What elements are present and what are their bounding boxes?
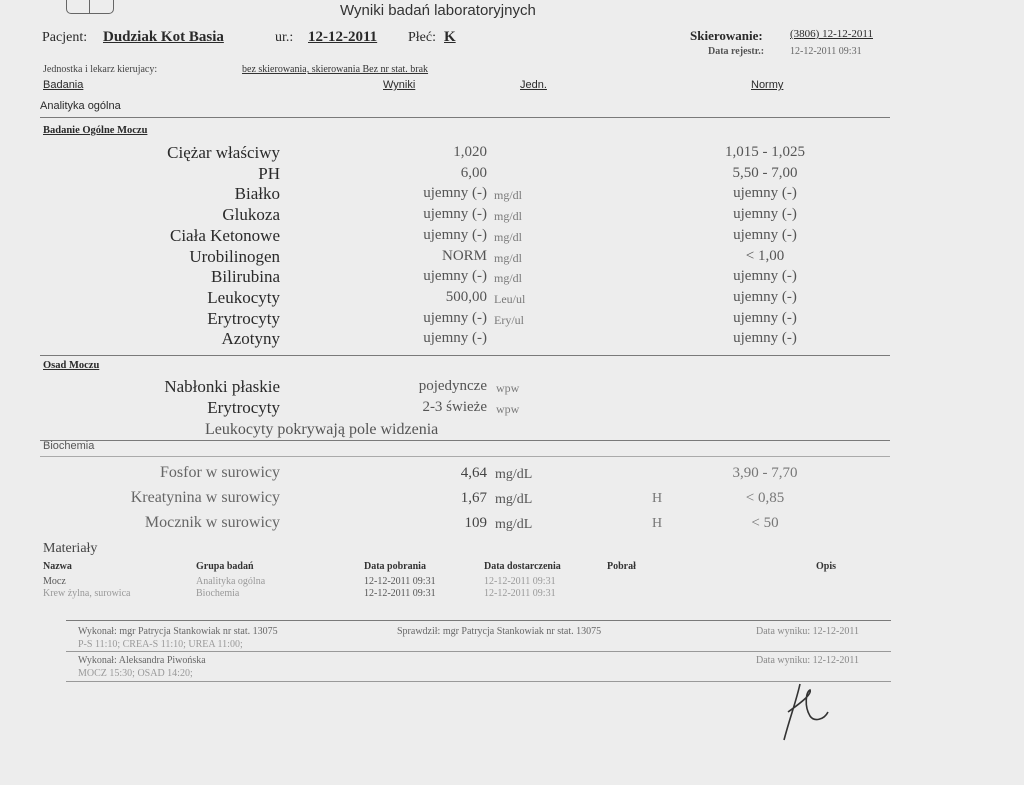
divider: [40, 117, 890, 118]
material-group: Biochemia: [196, 588, 240, 599]
divider: [40, 440, 890, 441]
test-value: ujemny (-): [423, 226, 487, 243]
page-title: Wyniki badań laboratoryjnych: [340, 2, 536, 19]
test-flag: H: [652, 516, 663, 531]
sediment-note: Leukocyty pokrywają pole widzenia: [205, 421, 439, 438]
sex-label: Płeć:: [408, 30, 436, 45]
test-unit: Leu/ul: [494, 291, 526, 306]
test-value: ujemny (-): [423, 268, 487, 285]
mat-head-pobrania: Data pobrania: [364, 561, 426, 572]
test-norm: < 1,00: [745, 247, 785, 264]
test-value: ujemny (-): [423, 309, 487, 326]
divider: [66, 681, 891, 682]
born-date: 12-12-2011: [308, 29, 378, 45]
divider: [40, 456, 890, 457]
reg-value: 12-12-2011 09:31: [790, 46, 862, 57]
test-value: ujemny (-): [423, 206, 487, 223]
col-jedn: Jedn.: [520, 79, 547, 91]
test-value: 2-3 świeże: [422, 399, 487, 415]
test-norm: 1,015 - 1,025: [725, 144, 805, 160]
test-norm: ujemny (-): [733, 309, 797, 326]
test-value: pojedyncze: [418, 378, 487, 394]
mat-head-opis: Opis: [816, 561, 837, 572]
reg-label: Data rejestr.:: [708, 46, 765, 57]
section-biochemia: Biochemia: [43, 440, 95, 452]
test-norm: ujemny (-): [733, 268, 797, 285]
performed-by-1: Wykonał: mgr Patrycja Stankowiak nr stat. 13075: [78, 626, 278, 637]
test-value: 1,020: [453, 144, 487, 160]
test-unit: mg/dl: [494, 229, 523, 244]
divider: [66, 651, 891, 652]
section-mocz: Badanie Ogólne Moczu: [43, 125, 148, 136]
test-name: Glukoza: [222, 205, 280, 225]
material-delivered: 12-12-2011 09:31: [484, 576, 556, 587]
test-norm: ujemny (-): [733, 185, 797, 202]
test-name: Nabłonki płaskie: [164, 377, 280, 396]
test-norm: ujemny (-): [733, 206, 797, 223]
test-name: Erytrocyty: [207, 308, 280, 328]
test-norm: 5,50 - 7,00: [732, 164, 798, 181]
test-value: 109: [464, 515, 487, 531]
mat-head-dostarczenia: Data dostarczenia: [484, 561, 561, 572]
result-date-2: Data wyniku: 12-12-2011: [756, 655, 859, 666]
material-collected: 12-12-2011 09:31: [364, 588, 436, 599]
test-unit: mg/dl: [494, 250, 523, 265]
test-name: Kreatynina w surowicy: [130, 489, 280, 506]
result-date-1: Data wyniku: 12-12-2011: [756, 626, 859, 637]
test-value: ujemny (-): [423, 330, 487, 347]
test-name: PH: [258, 163, 280, 183]
test-name: Erytrocyty: [207, 398, 280, 417]
test-name: Ciała Ketonowe: [170, 225, 280, 245]
lab-logo: [66, 0, 114, 14]
test-value: 1,67: [460, 490, 487, 506]
test-norm: < 0,85: [745, 490, 785, 506]
born-label: ur.:: [275, 30, 294, 45]
test-unit: mg/dL: [495, 492, 533, 507]
test-norm: 3,90 - 7,70: [732, 465, 798, 481]
times-2: MOCZ 15:30; OSAD 14:20;: [78, 668, 193, 679]
divider: [66, 620, 891, 621]
material-group: Analityka ogólna: [196, 576, 266, 587]
patient-label: Pacjent:: [42, 30, 88, 45]
test-unit: wpw: [496, 402, 520, 416]
col-badania: Badania: [43, 79, 84, 91]
mat-head-grupa: Grupa badań: [196, 561, 254, 572]
test-flag: H: [652, 491, 663, 506]
material-name: Krew żylna, surowica: [43, 588, 131, 599]
test-name: Białko: [234, 184, 280, 204]
test-norm: ujemny (-): [733, 288, 797, 305]
test-value: NORM: [441, 247, 487, 264]
referral-value: (3806) 12-12-2011: [790, 28, 873, 40]
mat-head-pobral: Pobrał: [607, 561, 636, 572]
referral-label: Skierowanie:: [690, 28, 763, 43]
test-name: Bilirubina: [211, 267, 280, 287]
test-name: Urobilinogen: [189, 246, 280, 266]
col-normy: Normy: [751, 79, 784, 91]
col-wyniki: Wyniki: [383, 79, 416, 91]
material-name: Mocz: [43, 576, 66, 587]
sex-value: K: [444, 29, 456, 45]
test-name: Azotyny: [221, 329, 280, 349]
test-unit: Ery/ul: [494, 312, 524, 327]
test-norm: < 50: [751, 515, 779, 531]
test-unit: mg/dl: [494, 209, 523, 224]
test-name: Leukocyty: [207, 287, 280, 307]
section-osad: Osad Moczu: [43, 360, 100, 371]
section-analityka: Analityka ogólna: [40, 100, 121, 112]
mat-head-nazwa: Nazwa: [43, 561, 72, 572]
test-name: Mocznik w surowicy: [144, 514, 280, 531]
checked-by: Sprawdził: mgr Patrycja Stankowiak nr stat. 13075: [397, 626, 602, 637]
test-name: Ciężar właściwy: [167, 143, 280, 162]
test-unit: mg/dl: [494, 271, 523, 286]
test-value: 500,00: [445, 288, 487, 305]
test-value: 6,00: [460, 164, 487, 181]
materials-title: Materiały: [43, 541, 98, 556]
divider: [40, 355, 890, 356]
test-value: 4,64: [460, 465, 487, 481]
signature-image: [770, 672, 840, 752]
unit-value: bez skierowania, skierowania Bez nr stat. brak: [242, 64, 429, 75]
test-name: Fosfor w surowicy: [160, 464, 280, 481]
test-norm: ujemny (-): [733, 226, 797, 243]
test-value: ujemny (-): [423, 185, 487, 202]
test-unit: wpw: [496, 381, 520, 395]
material-collected: 12-12-2011 09:31: [364, 576, 436, 587]
performed-by-2: Wykonał: Aleksandra Piwońska: [78, 655, 206, 666]
test-unit: mg/dL: [495, 467, 533, 482]
test-unit: mg/dl: [494, 188, 523, 203]
test-norm: ujemny (-): [733, 330, 797, 347]
patient-name: Dudziak Kot Basia: [103, 29, 224, 45]
test-unit: mg/dL: [495, 517, 533, 532]
material-delivered: 12-12-2011 09:31: [484, 588, 556, 599]
times-1: P-S 11:10; CREA-S 11:10; UREA 11:00;: [78, 639, 243, 650]
unit-label: Jednostka i lekarz kierujacy:: [43, 64, 158, 75]
